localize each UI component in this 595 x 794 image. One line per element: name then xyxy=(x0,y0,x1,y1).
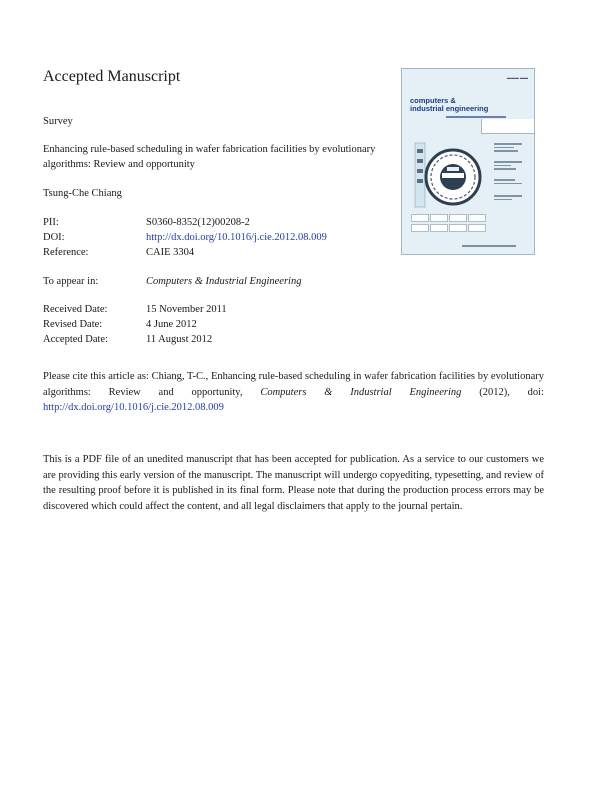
cover-side-text xyxy=(494,195,522,207)
cover-label-box xyxy=(481,119,534,134)
revised-value: 4 June 2012 xyxy=(146,319,197,330)
cover-subtitle-bar xyxy=(446,116,506,118)
accepted-label: Accepted Date: xyxy=(43,334,109,345)
journal-cover xyxy=(401,68,535,255)
received-label: Received Date: xyxy=(43,304,108,315)
cover-cell xyxy=(411,224,429,232)
cover-cell xyxy=(449,224,467,232)
article-title: Enhancing rule-based scheduling in wafer fabrication facilities by evolutionary algorithms: Review and opportunity xyxy=(43,144,376,170)
citation-journal: Computers & Industrial Engineering xyxy=(260,386,462,398)
reference-value: CAIE 3304 xyxy=(146,247,195,258)
cover-cell xyxy=(430,214,448,222)
cover-issn-mark: ▬▬▬ ▬▬ xyxy=(506,75,528,80)
cover-side-text xyxy=(494,179,522,191)
cover-journal-title xyxy=(410,97,488,113)
citation-paragraph xyxy=(43,369,544,416)
article-author: Tsung-Che Chiang xyxy=(43,188,122,199)
cover-journal-line1: computers & xyxy=(410,96,456,105)
cover-side-text xyxy=(494,161,522,173)
citation-middle: (2012), doi: xyxy=(461,386,544,398)
cover-logo-icon xyxy=(411,137,487,213)
cover-journal-line2: industrial engineering xyxy=(410,104,489,113)
doi-link[interactable]: http://dx.doi.org/10.1016/j.cie.2012.08.009 xyxy=(146,232,327,243)
cover-cell xyxy=(430,224,448,232)
citation-prefix: Please cite this article as: Chiang, T-C., Enhancing rule-based scheduling in wafer fabrication facilities by evolutionary algorithms: Review and opportunity, xyxy=(43,371,544,398)
citation-doi-link[interactable]: http://dx.doi.org/10.1016/j.cie.2012.08.009 xyxy=(43,402,224,413)
cover-side-text xyxy=(494,143,522,155)
doi-label: DOI: xyxy=(43,232,65,243)
cover-cell xyxy=(468,224,486,232)
page-title: Accepted Manuscript xyxy=(43,68,181,85)
revised-label: Revised Date: xyxy=(43,319,103,330)
cover-footer-bar xyxy=(462,245,516,247)
cover-cell xyxy=(468,214,486,222)
received-value: 15 November 2011 xyxy=(146,304,227,315)
cover-contents-table xyxy=(411,214,495,234)
pii-value: S0360-8352(12)00208-2 xyxy=(146,217,250,228)
cover-cell xyxy=(449,214,467,222)
reference-label: Reference: xyxy=(43,247,89,258)
article-type: Survey xyxy=(43,116,73,127)
pii-label: PII: xyxy=(43,217,59,228)
appear-journal: Computers & Industrial Engineering xyxy=(146,276,302,287)
appear-label: To appear in: xyxy=(43,276,99,287)
notice-paragraph: This is a PDF file of an unedited manuscript that has been accepted for publication. As a service to our customers we are providing this early version of the manuscript. The manuscript will undergo copyediting, typesetting, and review of the resulting proof before it is published in its final form. Please note that during the production process errors may be discovered which could affect the content, and all legal disclaimers that apply to the journal pertain. xyxy=(43,454,544,512)
accepted-value: 11 August 2012 xyxy=(146,334,213,345)
cover-cell xyxy=(411,214,429,222)
